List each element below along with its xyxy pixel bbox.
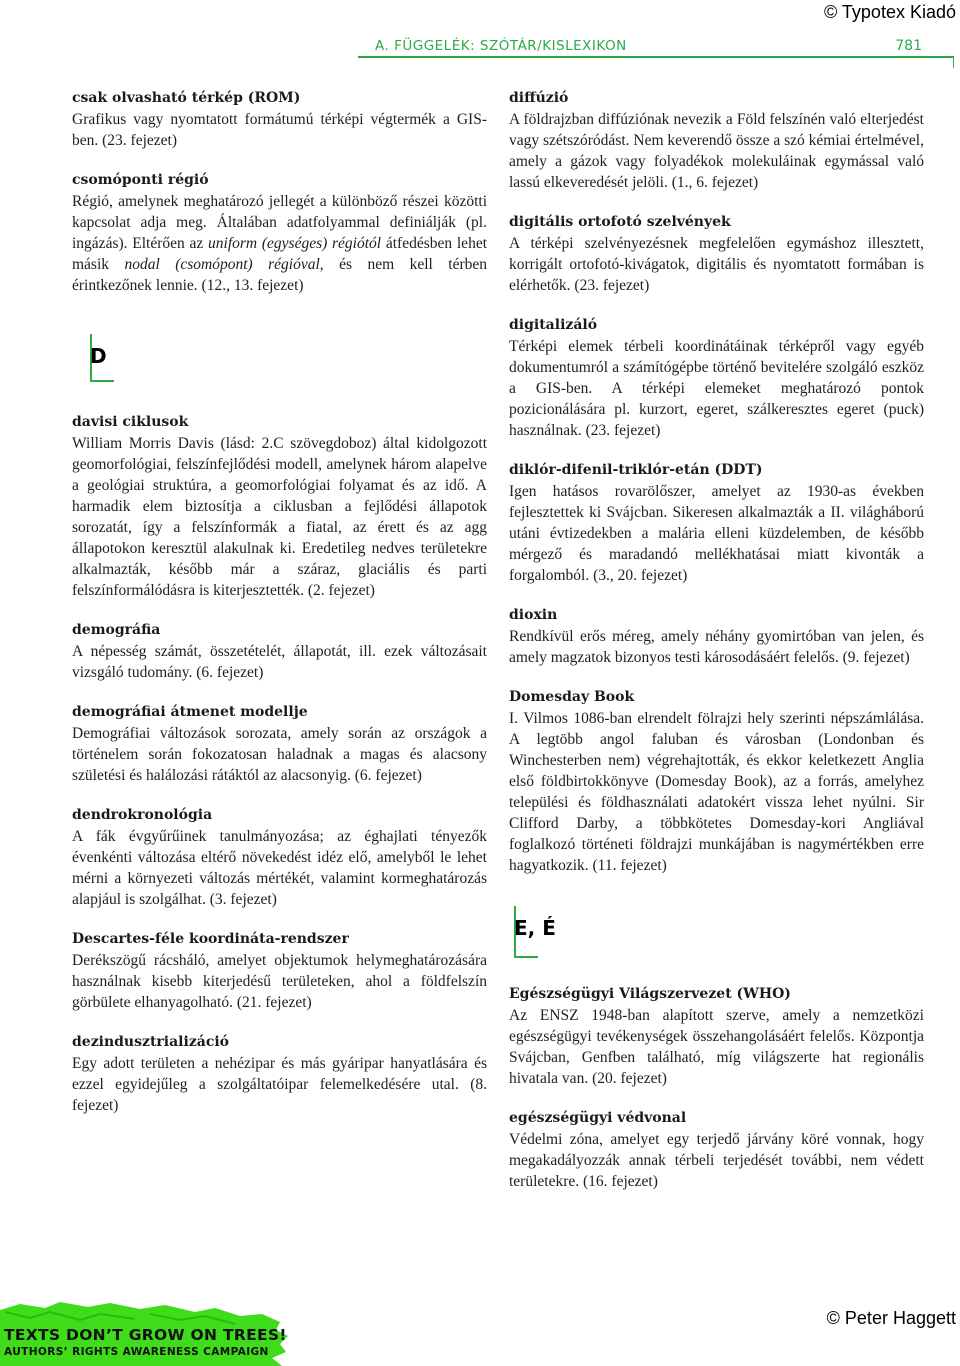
running-head-title: A. FÜGGELÉK: SZÓTÁR/KISLEXIKON	[375, 38, 627, 54]
entry-term: davisi ciklusok	[72, 414, 189, 430]
left-column	[72, 88, 487, 1135]
definition-text: , és nem kell térben érintkezőnek lennie. (12., 13. fejezet)	[72, 256, 487, 294]
entry-definition: Rendkívül erős méreg, amely néhány gyomirtóban van jelen, és amely magzatok bizonyos testi károsodásáért felelős. (9. fejezet)	[509, 628, 924, 666]
glossary-entry	[509, 88, 924, 193]
glossary-entry	[509, 460, 924, 586]
running-head	[0, 38, 960, 58]
right-column	[509, 88, 924, 1211]
header-rule-tick	[953, 56, 955, 68]
entry-definition: Az ENSZ 1948-ban alapított szerve, amely a nemzetközi egészségügyi tevékenységek összehangolásáért felelős. Központja Svájcban, Genfben található, míg világszerte hat regionális hivatala van. (20. fejezet)	[509, 1007, 924, 1087]
banner-headline: TEXTS DON’T GROW ON TREES!	[4, 1326, 287, 1344]
letter-heading-d	[90, 334, 487, 382]
copyright-top: © Typotex Kiadó	[823, 2, 956, 22]
entry-term: diklór-difenil-triklór-etán (DDT)	[509, 462, 763, 478]
entry-definition: A földrajzban diffúziónak nevezik a Föld felszínén való elterjedést vagy szétszóródást. Nem keverendő össze a szó kémiai értelmével, amely a gázok vagy folyadékok molekuláinak egymással való lassú elkeveredését jelöli. (1., 6. fejezet)	[509, 111, 924, 191]
entry-definition: Védelmi zóna, amelyet egy terjedő járvány köré vonnak, hogy megakadályozzák annak térbeli terjedését további, nem védett területekre. (16. fejezet)	[509, 1131, 924, 1190]
banner-subline: AUTHORS’ RIGHTS AWARENESS CAMPAIGN	[4, 1346, 269, 1358]
entry-term: Egészségügyi Világszervezet (WHO)	[509, 986, 791, 1002]
glossary-entry	[509, 605, 924, 668]
copyright-bottom: © Peter Haggett	[826, 1308, 956, 1328]
entry-term: diffúzió	[509, 90, 569, 106]
entry-term: Domesday Book	[509, 689, 635, 705]
entry-term: demográfia	[72, 622, 161, 638]
entry-term: dendrokronológia	[72, 807, 213, 823]
entry-definition: A térképi szelvényezésnek megfelelően egymáshoz illesztett, korrigált ortofotó-kivágatok, digitális és nyomtatott formában is elérhetők. (23. fejezet)	[509, 235, 924, 294]
entry-term: Descartes-féle koordináta-rendszer	[72, 931, 349, 947]
definition-text: átfedésben lehet másik	[72, 235, 487, 273]
entry-definition: I. Vilmos 1086-ban elrendelt fölrajzi hely szerinti népszámlálása. A legtöbb angol faluban és városban (Londonban és Winchesterben nem) végrehajtották, és ekkor keletkezett Anglia első földbirtokkönyve (Domesday Book), az a forrás, amelyhez települési és földhasználati adatokért vissza lehet nyúlni. Sir Clifford Darby, a többkötetes Domesday-kori Angliával foglalkozó történeti földrajzi munkájában is nagymértékben erre hagyatkozik. (11. fejezet)	[509, 710, 924, 874]
glossary-entry	[509, 1108, 924, 1192]
letter-heading-rule	[514, 956, 538, 958]
glossary-entry	[509, 212, 924, 296]
glossary-entry	[509, 315, 924, 441]
entry-definition: William Morris Davis (lásd: 2.C szövegdoboz) által kidolgozott geomorfológiai, felszínfejlődési modell, amelynek három alapelve a geológiai struktúra, a geomorfológiai folyamat és az idő. A harmadik elem biztosítja a ciklusban a fejlődési állapotok sorozatát, így a felszínformák a fiatal, az érett és az agg állapotokon keresztül alakulnak ki. Eredetileg nedves területekre alkalmazták, később már a száraz, glaciális és parti felszínformálódásra is kiterjesztették. (2. fejezet)	[72, 435, 487, 599]
entry-definition: Térképi elemek térbeli koordinátáinak térképről vagy egyéb dokumentumról a számítógépbe történő bevitelére szolgáló eszköz a GIS-ben. A térképi elemeket meghatározó pontok pozicionálására pl. kurzort, egeret, szálkeresztes egeret (puck) használnak. (23. fejezet)	[509, 338, 924, 439]
awareness-banner	[0, 1300, 290, 1366]
entry-term: demográfiai átmenet modellje	[72, 704, 308, 720]
entry-definition: Igen hatásos rovarölőszer, amelyet az 1930-as években fejlesztettek ki Svájcban. Sikeresen alkalmazták a II. világháború utáni évtizedekben a malária elleni küzdelemben, de később mérgező és maradandó mellékhatásai miatt kivonták a forgalomból. (3., 20. fejezet)	[509, 483, 924, 584]
definition-text: Régió, amelynek meghatározó jellegét a különböző részei közötti kapcsolat adja meg. Általában adatfolyammal definiálják (pl. ingázás). Eltérően az	[72, 193, 487, 252]
entry-definition: Egy adott területen a nehézipar és más gyáripar hanyatlására és ezzel egyidejűleg a szolgáltatóipar felemelkedésére utal. (8. fejezet)	[72, 1055, 487, 1114]
glossary-entry	[72, 929, 487, 1013]
entry-definition: A fák évgyűrűinek tanulmányozása; az éghajlati tényezők évenkénti változása eltérő növekedést idéz elő, amelyből le lehet mérni a környezeti változás mértékét, valamint kormeghatározás alapjául is szolgálhat. (3. fejezet)	[72, 828, 487, 908]
glossary-entry	[72, 170, 487, 296]
entry-term: dioxin	[509, 607, 558, 623]
entry-definition: Demográfiai változások sorozata, amely során az országok a történelem során fokozatosan haladnak a magas és alacsony születési és halálozási rátáktól az alacsonyig. (6. fejezet)	[72, 725, 487, 784]
glossary-entry	[509, 984, 924, 1089]
glossary-entry	[72, 702, 487, 786]
page-number: 781	[895, 38, 922, 54]
glossary-entry	[72, 805, 487, 910]
header-rule	[358, 56, 954, 58]
letter-heading-text: D	[90, 344, 107, 368]
glossary-entry	[72, 88, 487, 151]
entry-definition: A népesség számát, összetételét, állapotát, ill. ezek változásait vizsgáló tudomány. (6. fejezet)	[72, 643, 487, 681]
entry-definition: Grafikus vagy nyomtatott formátumú térképi végtermék a GIS-ben. (23. fejezet)	[72, 111, 487, 149]
entry-term: digitalizáló	[509, 317, 598, 333]
entry-definition: Derékszögű rácsháló, amelyet objektumok helymeghatározására használnak kisebb kiterjedésű területeken, ahol a földfelszín görbülete elhanyagolható. (21. fejezet)	[72, 952, 487, 1011]
definition-italic: uniform (egységes) régiótól	[208, 235, 382, 252]
entry-term: egészségügyi védvonal	[509, 1110, 687, 1126]
entry-definition	[72, 191, 487, 296]
entry-term: digitális ortofotó szelvények	[509, 214, 731, 230]
definition-italic: nodal (csomópont) régióval	[124, 256, 320, 273]
glossary-entry	[509, 687, 924, 876]
entry-term: dezindusztrializáció	[72, 1034, 230, 1050]
letter-heading-text: E, É	[514, 916, 556, 940]
letter-heading-e	[514, 906, 924, 958]
entry-term: csomóponti régió	[72, 172, 209, 188]
glossary-entry	[72, 1032, 487, 1116]
letter-heading-rule	[90, 380, 114, 382]
entry-term: csak olvasható térkép (ROM)	[72, 90, 301, 106]
glossary-entry	[72, 412, 487, 601]
glossary-entry	[72, 620, 487, 683]
